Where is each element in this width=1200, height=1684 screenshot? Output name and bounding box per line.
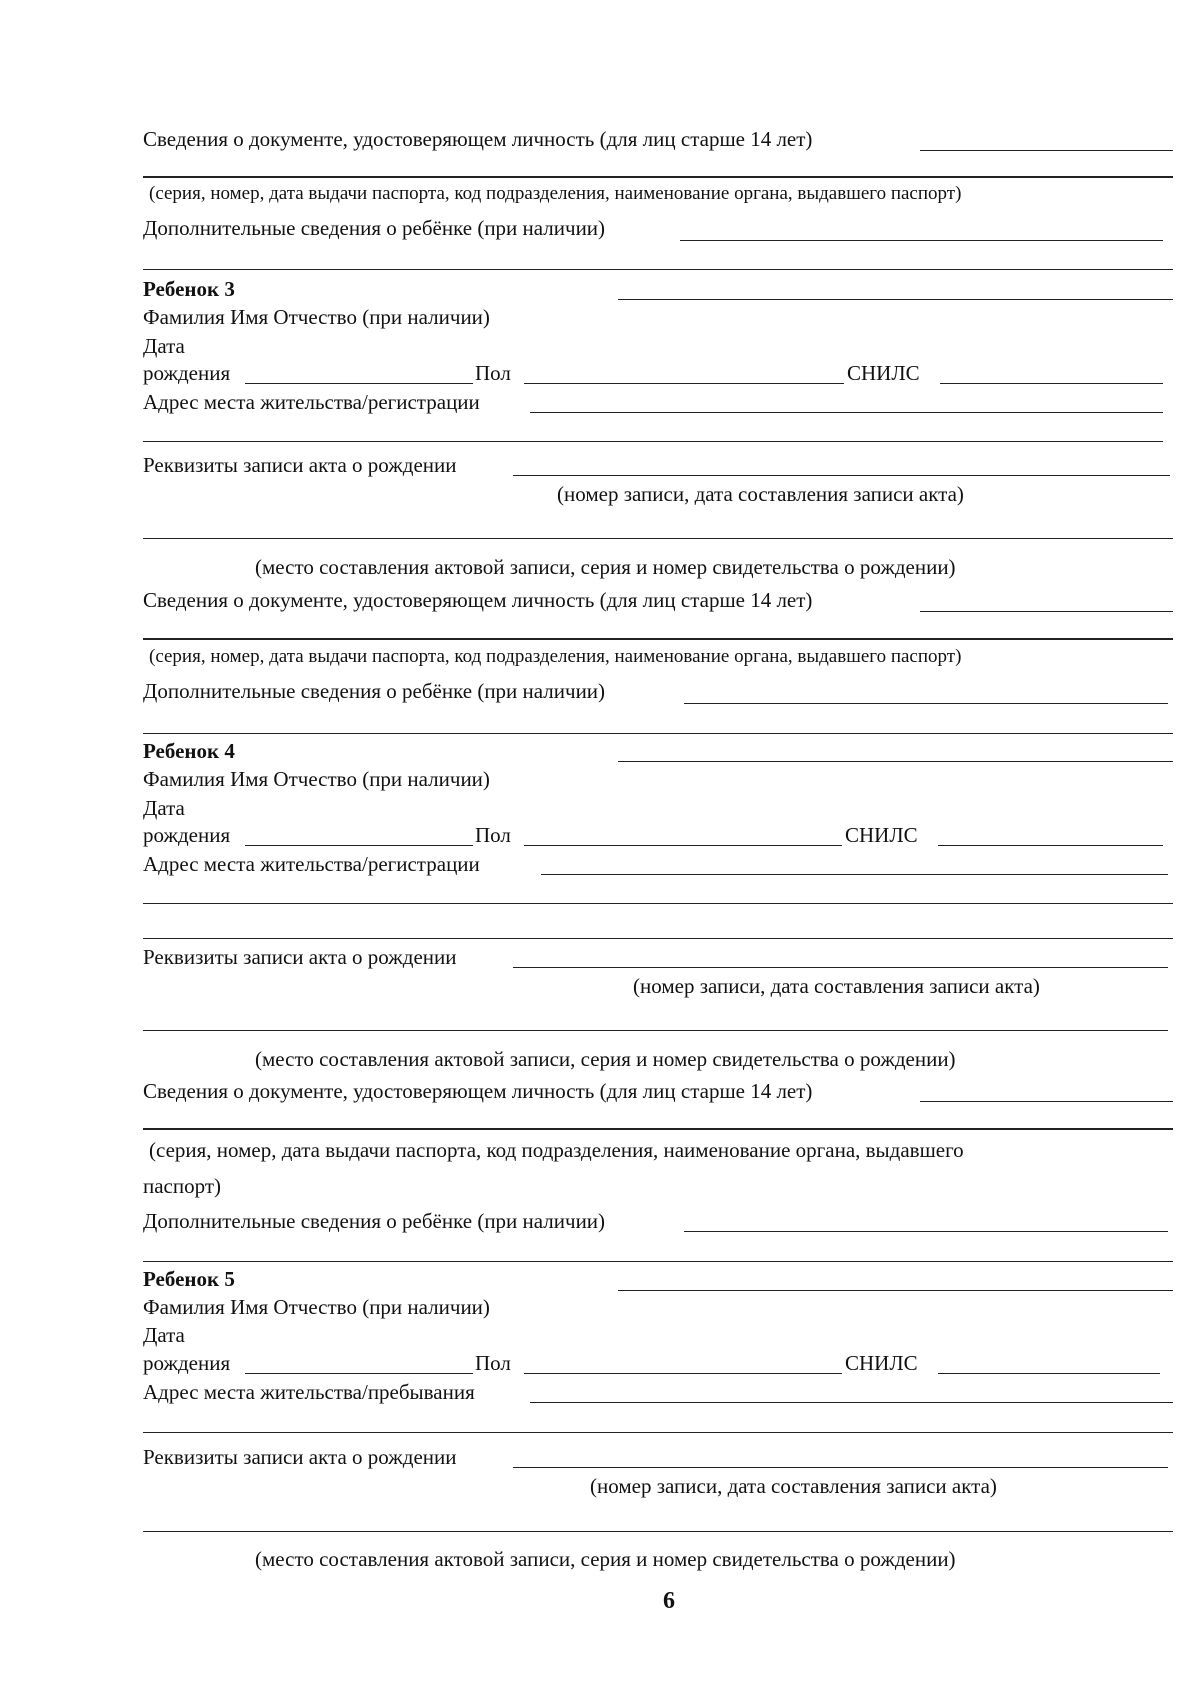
child-3-sex-field[interactable]: [524, 383, 844, 384]
child-3-birth-record-field[interactable]: [513, 475, 1170, 476]
extra-info-label: Дополнительные сведения о ребёнке (при наличии): [143, 216, 606, 240]
child-5-address-field[interactable]: [530, 1402, 1173, 1403]
child-3-birth-date-field[interactable]: [245, 383, 473, 384]
child-4-fio-label: Фамилия Имя Отчество (при наличии): [143, 767, 490, 791]
child-4-birth-record-label: Реквизиты записи акта о рождении: [143, 945, 457, 969]
child-4-address-field-3[interactable]: [143, 938, 1173, 939]
child-3-birth-record-label: Реквизиты записи акта о рождении: [143, 453, 457, 477]
child-5-fio-field[interactable]: [618, 1290, 1173, 1291]
child-5-record-place-field[interactable]: [143, 1531, 1173, 1532]
child-4-date-label-2: рождения: [143, 823, 231, 847]
child-3-snils-field[interactable]: [940, 383, 1163, 384]
page-number: 6: [663, 1588, 675, 1614]
child-4-snils-label: СНИЛС: [845, 823, 918, 847]
child-5-birth-record-field[interactable]: [513, 1467, 1168, 1468]
extra-info-field-2[interactable]: [143, 269, 1173, 270]
child-3-extra-info-field-2[interactable]: [143, 733, 1173, 734]
child-4-sex-field[interactable]: [524, 845, 842, 846]
child-4-snils-field[interactable]: [938, 845, 1163, 846]
child-4-birth-record-field[interactable]: [513, 967, 1168, 968]
child-4-extra-info-field[interactable]: [684, 1231, 1168, 1232]
child-5-fio-label: Фамилия Имя Отчество (при наличии): [143, 1295, 490, 1319]
child-4-address-field-2[interactable]: [143, 903, 1173, 904]
child-5-birth-record-label: Реквизиты записи акта о рождении: [143, 1445, 457, 1469]
child-4-record-hint: (номер записи, дата составления записи акта): [633, 974, 1040, 998]
child-4-place-hint: (место составления актовой записи, серия и номер свидетельства о рождении): [255, 1047, 956, 1071]
child-4-id-document-label: Сведения о документе, удостоверяющем личность (для лиц старше 14 лет): [143, 1079, 813, 1103]
child-3-record-place-field[interactable]: [143, 538, 1173, 539]
child-4-extra-info-field-2[interactable]: [143, 1261, 1173, 1262]
child-5-date-label: Дата: [143, 1323, 185, 1347]
child-4-extra-info-label: Дополнительные сведения о ребёнке (при наличии): [143, 1209, 606, 1233]
child-3-address-label: Адрес места жительства/регистрации: [143, 390, 480, 414]
child-4-date-label: Дата: [143, 796, 185, 820]
extra-info-field[interactable]: [680, 240, 1163, 241]
id-document-field-2[interactable]: [143, 176, 1173, 178]
child-3-date-label: Дата: [143, 334, 185, 358]
child-4-passport-hint: (серия, номер, дата выдачи паспорта, код подразделения, наименование органа, выдавшего: [149, 1138, 964, 1162]
child-5-date-label-2: рождения: [143, 1351, 231, 1375]
child-3-place-hint: (место составления актовой записи, серия и номер свидетельства о рождении): [255, 555, 956, 579]
child-3-id-document-field[interactable]: [920, 611, 1173, 612]
child-4-birth-date-field[interactable]: [245, 845, 473, 846]
child-3-address-field-2[interactable]: [143, 441, 1163, 442]
child-4-id-document-field[interactable]: [920, 1101, 1173, 1102]
child-5-address-label: Адрес места жительства/пребывания: [143, 1380, 475, 1404]
child-5-snils-label: СНИЛС: [845, 1351, 918, 1375]
child-5-birth-date-field[interactable]: [245, 1373, 473, 1374]
child-5-record-hint: (номер записи, дата составления записи акта): [590, 1474, 997, 1498]
child-3-sex-label: Пол: [475, 361, 511, 385]
child-3-date-label-2: рождения: [143, 361, 231, 385]
child-5-snils-field[interactable]: [938, 1373, 1160, 1374]
child-3-extra-info-label: Дополнительные сведения о ребёнке (при наличии): [143, 679, 606, 703]
child-4-sex-label: Пол: [475, 823, 511, 847]
child-3-snils-label: СНИЛС: [847, 361, 920, 385]
child-4-passport-hint-2: паспорт): [143, 1174, 222, 1198]
child-4-id-document-field-2[interactable]: [143, 1128, 1173, 1130]
child-5-place-hint: (место составления актовой записи, серия и номер свидетельства о рождении): [255, 1547, 956, 1571]
child-3-extra-info-field[interactable]: [684, 703, 1168, 704]
id-document-label: Сведения о документе, удостоверяющем личность (для лиц старше 14 лет): [143, 127, 813, 151]
id-document-field[interactable]: [920, 150, 1173, 151]
child-3-fio-label: Фамилия Имя Отчество (при наличии): [143, 305, 490, 329]
child-4-heading: Ребенок 4: [143, 739, 235, 763]
child-3-id-document-field-2[interactable]: [143, 638, 1173, 640]
child-5-heading: Ребенок 5: [143, 1267, 235, 1291]
child-3-passport-hint: (серия, номер, дата выдачи паспорта, код подразделения, наименование органа, выдавшего паспорт): [149, 646, 962, 667]
child-3-heading: Ребенок 3: [143, 277, 235, 301]
child-4-address-label: Адрес места жительства/регистрации: [143, 852, 480, 876]
child-3-record-hint: (номер записи, дата составления записи акта): [557, 482, 964, 506]
child-4-fio-field[interactable]: [618, 761, 1173, 762]
passport-hint: (серия, номер, дата выдачи паспорта, код подразделения, наименование органа, выдавшего паспорт): [149, 183, 962, 204]
child-4-address-field[interactable]: [541, 874, 1168, 875]
child-3-id-document-label: Сведения о документе, удостоверяющем личность (для лиц старше 14 лет): [143, 588, 813, 612]
child-3-address-field[interactable]: [530, 412, 1163, 413]
child-5-sex-label: Пол: [475, 1351, 511, 1375]
child-4-record-place-field[interactable]: [143, 1030, 1168, 1031]
child-5-address-field-2[interactable]: [143, 1432, 1173, 1433]
child-3-fio-field[interactable]: [618, 299, 1173, 300]
child-5-sex-field[interactable]: [524, 1373, 842, 1374]
